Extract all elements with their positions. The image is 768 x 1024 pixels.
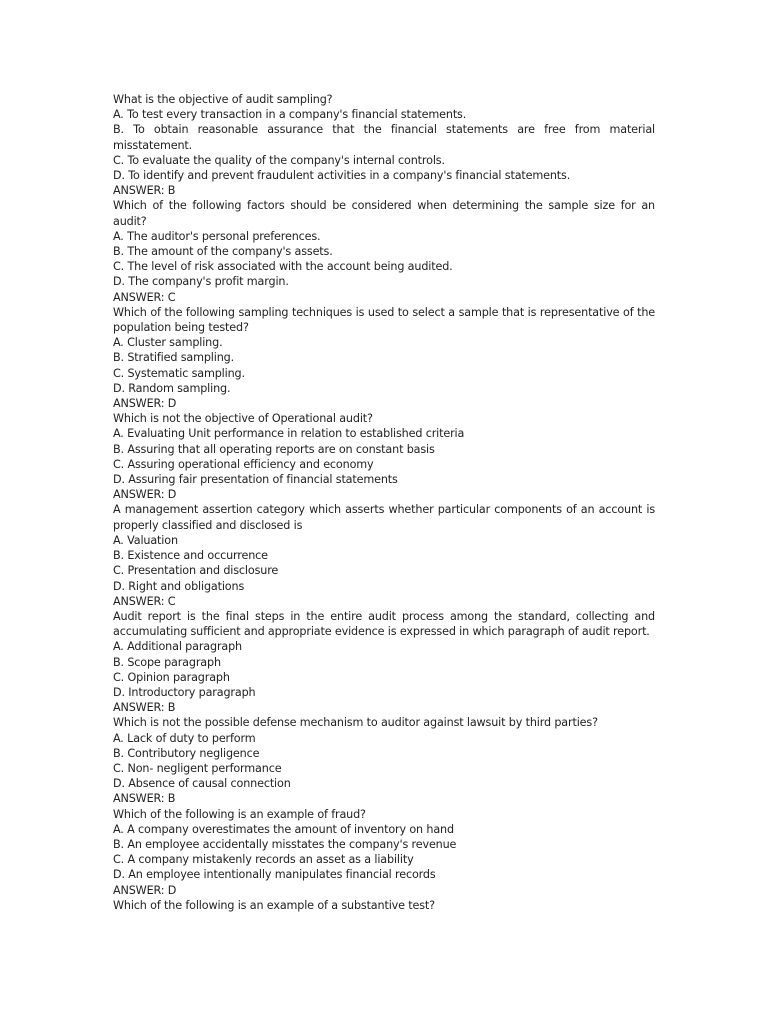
option-text: B. Assuring that all operating reports are on constant basis — [113, 442, 435, 456]
option-text: A. Cluster sampling. — [113, 336, 223, 350]
option-text: B. The amount of the company's assets. — [113, 245, 333, 259]
option-text: A. The auditor's personal preferences. — [113, 229, 321, 243]
option-text: D. Assuring fair presentation of financial statements — [113, 473, 398, 487]
question-list — [113, 92, 655, 913]
question-block — [113, 898, 655, 913]
question-text: Which of the following sampling techniques is used to select a sample that is representative of the population being tested? — [113, 305, 655, 335]
option-text: C. A company mistakenly records an asset as a liability — [113, 853, 414, 867]
option-text: A. A company overestimates the amount of inventory on hand — [113, 822, 454, 836]
question-text: Which of the following factors should be considered when determining the sample size for an audit? — [113, 199, 655, 228]
option-text: D. Absence of causal connection — [113, 777, 291, 791]
option-text: A. Evaluating Unit performance in relation to established criteria — [113, 427, 465, 441]
option-text: D. The company's profit margin. — [113, 275, 289, 289]
option-text: C. Opinion paragraph — [113, 670, 230, 684]
option-text: C. To evaluate the quality of the company's internal controls. — [113, 153, 445, 167]
option-text: B. Existence and occurrence — [113, 549, 268, 563]
question-text: Audit report is the final steps in the entire audit process among the standard, collecting and accumulating sufficient and appropriate evidence is expressed in which paragraph of audit report. — [113, 609, 655, 639]
option-text: B. An employee accidentally misstates the company's revenue — [113, 837, 457, 851]
option-text: C. The level of risk associated with the account being audited. — [113, 260, 453, 274]
option-text: A. To test every transaction in a company's financial statements. — [113, 108, 467, 122]
answer-text: ANSWER: D — [113, 488, 177, 502]
option-text: B. To obtain reasonable assurance that the financial statements are free from material misstatement. — [113, 123, 655, 152]
option-text: B. Scope paragraph — [113, 655, 221, 669]
option-text: B. Stratified sampling. — [113, 351, 235, 365]
answer-text: ANSWER: C — [113, 594, 176, 608]
answer-text: ANSWER: B — [113, 701, 176, 715]
answer-text: ANSWER: B — [113, 184, 176, 198]
answer-text: ANSWER: C — [113, 290, 176, 304]
option-text: A. Additional paragraph — [113, 640, 242, 654]
question-block — [113, 715, 655, 806]
question-block — [113, 609, 655, 715]
option-text: B. Contributory negligence — [113, 746, 260, 760]
question-text: Which of the following is an example of a substantive test? — [113, 898, 435, 912]
question-block — [113, 411, 655, 502]
question-text: Which is not the objective of Operational audit? — [113, 412, 373, 426]
answer-text: ANSWER: D — [113, 883, 177, 897]
answer-text: ANSWER: D — [113, 397, 177, 411]
question-text: Which of the following is an example of fraud? — [113, 807, 366, 821]
question-block — [113, 807, 655, 898]
option-text: D. Right and obligations — [113, 579, 245, 593]
answer-text: ANSWER: B — [113, 792, 176, 806]
question-block — [113, 502, 655, 608]
option-text: A. Lack of duty to perform — [113, 731, 256, 745]
option-text: D. Random sampling. — [113, 381, 231, 395]
option-text: D. An employee intentionally manipulates financial records — [113, 868, 436, 882]
option-text: C. Presentation and disclosure — [113, 564, 279, 578]
option-text: D. To identify and prevent fraudulent activities in a company's financial statements. — [113, 169, 571, 183]
question-block — [113, 305, 655, 411]
option-text: C. Systematic sampling. — [113, 366, 245, 380]
option-text: C. Assuring operational efficiency and economy — [113, 457, 374, 471]
question-text: Which is not the possible defense mechanism to auditor against lawsuit by third parties? — [113, 716, 598, 730]
question-text: A management assertion category which asserts whether particular components of an account is properly classified and disclosed is — [113, 503, 655, 532]
option-text: C. Non- negligent performance — [113, 761, 282, 775]
option-text: D. Introductory paragraph — [113, 685, 256, 699]
option-text: A. Valuation — [113, 533, 178, 547]
question-text: What is the objective of audit sampling? — [113, 93, 333, 106]
question-block — [113, 92, 655, 198]
question-block — [113, 198, 655, 304]
